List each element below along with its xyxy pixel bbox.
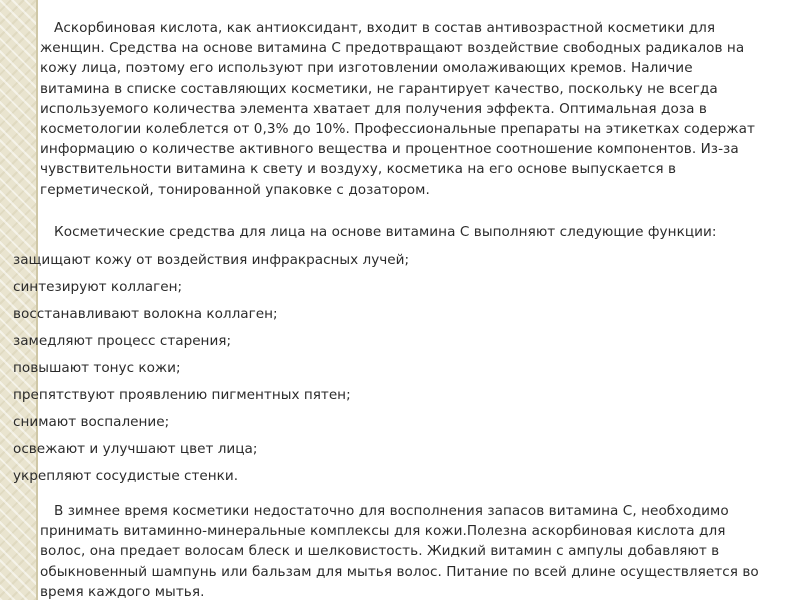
paragraph-line: В зимнее время косметики недостаточно для восполнения запасов витамина С, необходимо	[54, 503, 729, 519]
paragraph-winter	[40, 501, 759, 602]
paragraph-line: женщин. Средства на основе витамина С предотвращают воздействие свободных радикалов на	[40, 40, 745, 57]
paragraph-line: обыкновенный шампунь или бальзам для мытья волос. Питание по всей длине осуществляется во	[40, 563, 759, 580]
list-item: повышают тонус кожи;	[13, 360, 181, 376]
paragraph-line: принимать витаминно-минеральные комплексы для кожи.Полезна аскорбиновая кислота для	[40, 523, 726, 540]
paragraph-antioxidant	[40, 18, 755, 200]
paragraph-line: волос, она предает волосам блеск и шелковистость. Жидкий витамин с ампулы добавляют в	[40, 543, 720, 560]
list-item: замедляют процесс старения;	[13, 333, 232, 349]
paragraph-line: используемого количества элемента хватает для получения эффекта. Оптимальная доза в	[40, 100, 707, 117]
paragraph-line: Косметические средства для лица на основе витамина С выполняют следующие функции:	[54, 224, 717, 240]
paragraph-line: информацию о количестве активного вещества и процентное соотношение компонентов. Из-за	[40, 141, 739, 158]
list-item: синтезируют коллаген;	[13, 279, 183, 295]
paragraph-line: витамина в списке составляющих косметики, не гарантирует качество, поскольку не всегда	[40, 80, 718, 97]
paragraph-line: чувствительности витамина к свету и воздуху, косметика на его основе выпускается в	[40, 161, 677, 178]
list-item: восстанавливают волокна коллаген;	[13, 306, 278, 322]
paragraph-line: косметологии колеблется от 0,3% до 10%. Профессиональные препараты на этикетках содержат	[40, 120, 755, 137]
list-item: освежают и улучшают цвет лица;	[13, 441, 258, 457]
list-item: препятствуют проявлению пигментных пятен;	[13, 387, 351, 403]
paragraph-functions-intro	[54, 222, 717, 242]
list-item: защищают кожу от воздействия инфракрасных лучей;	[13, 252, 410, 268]
paragraph-line: Аскорбиновая кислота, как антиоксидант, входит в состав антивозрастной косметики для	[54, 20, 716, 36]
paragraph-line: кожу лица, поэтому его используют при изготовлении омолаживающих кремов. Наличие	[40, 60, 693, 77]
list-item: снимают воспаление;	[13, 414, 170, 430]
list-item: укрепляют сосудистые стенки.	[13, 468, 239, 484]
paragraph-line: время каждого мытья.	[40, 583, 205, 600]
paragraph-line: герметической, тонированной упаковке с дозатором.	[40, 181, 430, 198]
